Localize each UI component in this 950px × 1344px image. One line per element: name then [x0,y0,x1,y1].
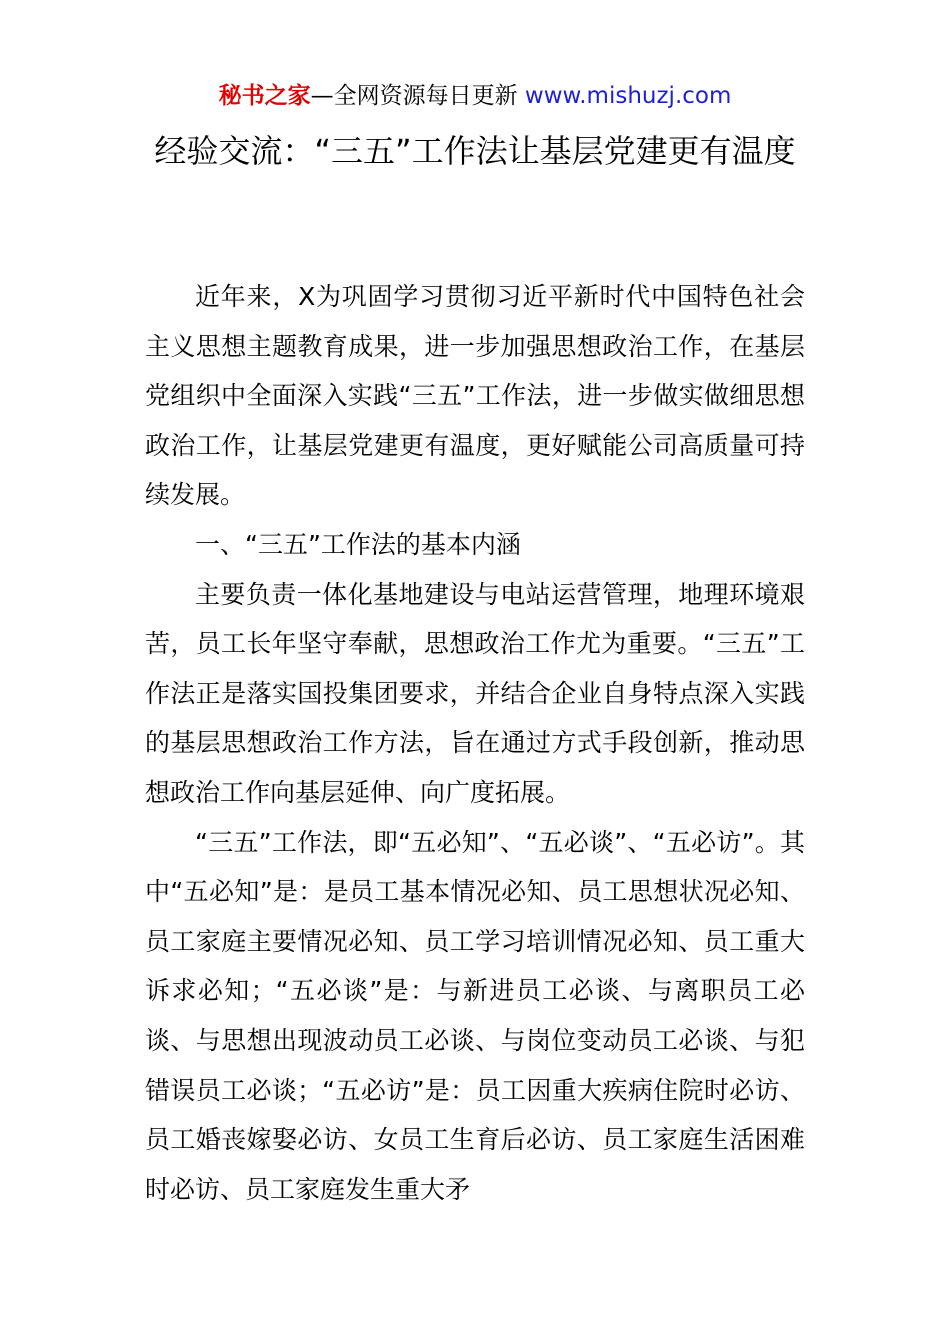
paragraph-method-definition: “三五”工作法，即“五必知”、“五必谈”、“五必访”。其中“五必知”是：是员工基本情况必知、员工思想状况必知、员工家庭主要情况必知、员工学习培训情况必知、员工重大诉求必知；“五必谈”是：与新进员工必谈、与离职员工必谈、与思想出现波动员工必谈、与岗位变动员工必谈、与犯错误员工必谈；“五必访”是：员工因重大疾病住院时必访、员工婚丧嫁娶必访、女员工生育后必访、员工家庭生活困难时必访、员工家庭发生重大矛 [145,827,805,1204]
paragraph-background: 主要负责一体化基地建设与电站运营管理，地理环境艰苦，员工长年坚守奉献，思想政治工作尤为重要。“三五”工作法正是落实国投集团要求，并结合企业自身特点深入实践的基层思想政治工作方法，旨在通过方式手段创新，推动思想政治工作向基层延伸、向广度拓展。 [145,579,805,807]
brand-name: 秘书之家 [218,83,311,109]
site-header [0,80,950,112]
section-heading: 一、“三五”工作法的基本内涵 [195,529,521,559]
site-url-link[interactable]: www.mishuzj.com [524,83,732,109]
document-body [145,272,805,1214]
header-tagline: —全网资源每日更新 [310,83,525,109]
document-title: 经验交流：“三五”工作法让基层党建更有温度 [154,132,796,170]
paragraph-intro: 近年来，X为巩固学习贯彻习近平新时代中国特色社会主义思想主题教育成果，进一步加强思想政治工作，在基层党组织中全面深入实践“三五”工作法，进一步做实做细思想政治工作，让基层党建更有温度，更好赋能公司高质量可持续发展。 [145,282,805,510]
